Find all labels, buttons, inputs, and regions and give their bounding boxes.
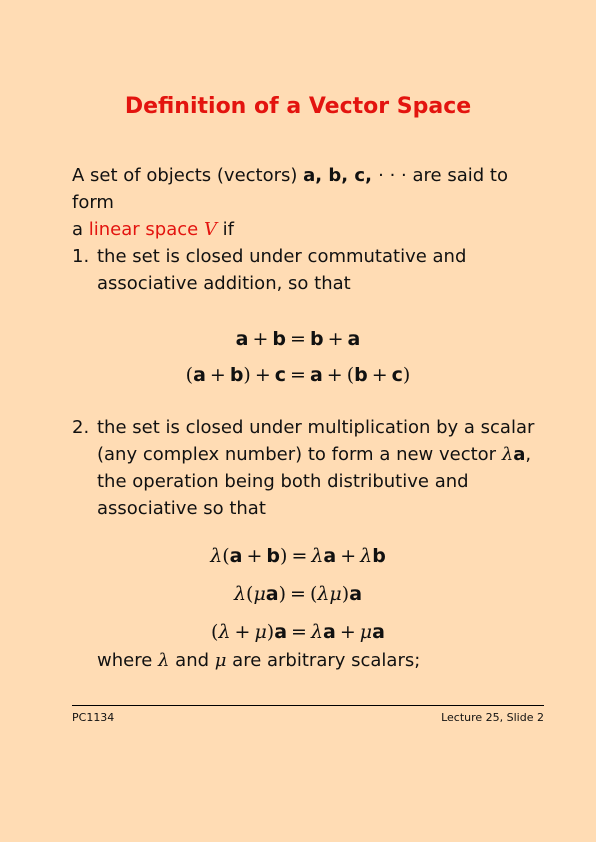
footer-slide-number: Lecture 25, Slide 2 [441, 711, 544, 724]
addition-equations [0, 321, 596, 393]
intro-vectors: a, b, c, [303, 165, 379, 186]
equation-associative: (a + b) + c = a + (b + c) [185, 364, 411, 386]
where-lambda: λ [158, 650, 170, 671]
equation-distributive: λ(a + b) = λa + λb [210, 545, 386, 567]
item2-comma: , [525, 444, 532, 465]
intro-cdots: · · · [378, 165, 407, 186]
vector-a: a [513, 444, 526, 465]
where-post: are arbitrary scalars; [226, 650, 421, 671]
item2-line3: the operation being both distributive and [97, 471, 469, 492]
list-item-2-number: 2. [72, 417, 90, 438]
item2-line4: associative so that [97, 498, 266, 519]
list-item-1 [72, 243, 552, 297]
where-mu: μ [214, 650, 227, 671]
list-item-2 [72, 414, 552, 522]
intro-text: A set of objects (vectors) [72, 165, 304, 186]
footer-course-code: PC1134 [72, 711, 115, 724]
item1-line2: associative addition, so that [97, 273, 351, 294]
slide-title: Definition of a Vector Space [124, 94, 472, 119]
scalar-equations [0, 537, 596, 651]
where-line [97, 647, 420, 674]
where-and: and [169, 650, 215, 671]
linear-space-term: linear space [88, 219, 199, 240]
item2-line2: (any complex number) to form a new vector [97, 444, 502, 465]
intro-line2-pre: a [72, 219, 89, 240]
footer-divider [72, 705, 544, 706]
intro-line2-end: if [216, 219, 235, 240]
item2-line1: the set is closed under multiplication by a scalar [97, 417, 535, 438]
intro-paragraph [72, 162, 552, 243]
equation-scalar-distributive: (λ + μ)a = λa + μa [211, 621, 385, 643]
equation-commutative: a + b = b + a [235, 328, 361, 350]
where-pre: where [97, 650, 159, 671]
space-symbol: V [203, 219, 217, 240]
intro-text-end: are said to form [72, 165, 508, 213]
item1-line1: the set is closed under commutative and [97, 246, 467, 267]
lambda-symbol: λ [501, 444, 514, 465]
list-item-1-number: 1. [72, 246, 90, 267]
equation-scalar-associative: λ(μa) = (λμ)a [233, 583, 363, 605]
